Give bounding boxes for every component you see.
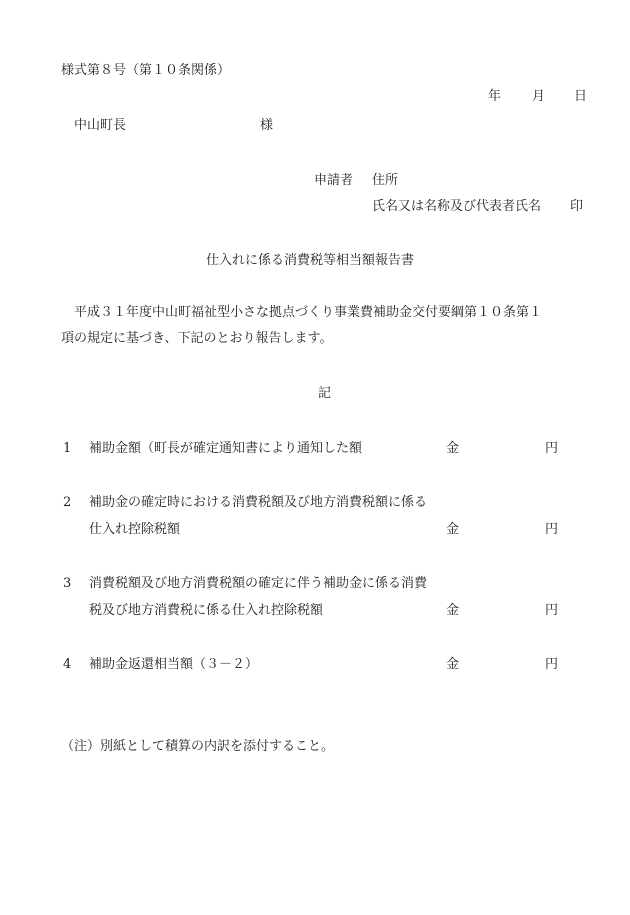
item-1-label: 補助金額（町長が確定通知書により通知した額 — [89, 441, 363, 456]
date-day: 日 — [574, 89, 588, 104]
body-line-1: 平成３１年度中山町福祉型小さな拠点づくり事業費補助金交付要綱第１０条第１ — [74, 305, 543, 320]
ki-heading: 記 — [318, 386, 332, 401]
item-2-kin: 金 — [446, 522, 460, 537]
item-3-yen: 円 — [545, 603, 559, 618]
item-1-kin: 金 — [446, 441, 460, 456]
seal-mark: 印 — [570, 199, 584, 214]
footnote: （注）別紙として積算の内訳を添付すること。 — [61, 739, 335, 754]
item-2-label-line-1: 補助金の確定時における消費税額及び地方消費税額に係る — [89, 495, 428, 510]
item-2-label-line-2: 仕入れ控除税額 — [89, 522, 181, 537]
item-3-kin: 金 — [446, 603, 460, 618]
item-2-number: 2 — [63, 495, 72, 510]
item-1-number: 1 — [63, 441, 72, 456]
item-3-number: 3 — [63, 576, 72, 591]
addressee-honorific: 様 — [260, 118, 274, 133]
item-4-label: 補助金返還相当額（３－２） — [89, 657, 259, 672]
body-line-2: 項の規定に基づき、下記のとおり報告します。 — [61, 331, 333, 346]
item-4-yen: 円 — [545, 657, 559, 672]
document-title: 仕入れに係る消費税等相当額報告書 — [206, 253, 415, 268]
form-number: 様式第８号（第１０条関係） — [61, 63, 231, 78]
applicant-name-label: 氏名又は名称及び代表者氏名 — [372, 199, 542, 214]
item-2-yen: 円 — [545, 522, 559, 537]
date-month: 月 — [532, 89, 546, 104]
item-3-label-line-2: 税及び地方消費税に係る仕入れ控除税額 — [89, 603, 324, 618]
addressee-name: 中山町長 — [74, 118, 127, 133]
applicant-label: 申請者 — [314, 173, 354, 188]
item-4-number: 4 — [63, 657, 72, 672]
item-3-label-line-1: 消費税額及び地方消費税額の確定に伴う補助金に係る消費 — [89, 576, 428, 591]
item-1-yen: 円 — [545, 441, 559, 456]
item-4-kin: 金 — [446, 657, 460, 672]
applicant-address-label: 住所 — [372, 173, 399, 188]
date-year: 年 — [488, 89, 502, 104]
